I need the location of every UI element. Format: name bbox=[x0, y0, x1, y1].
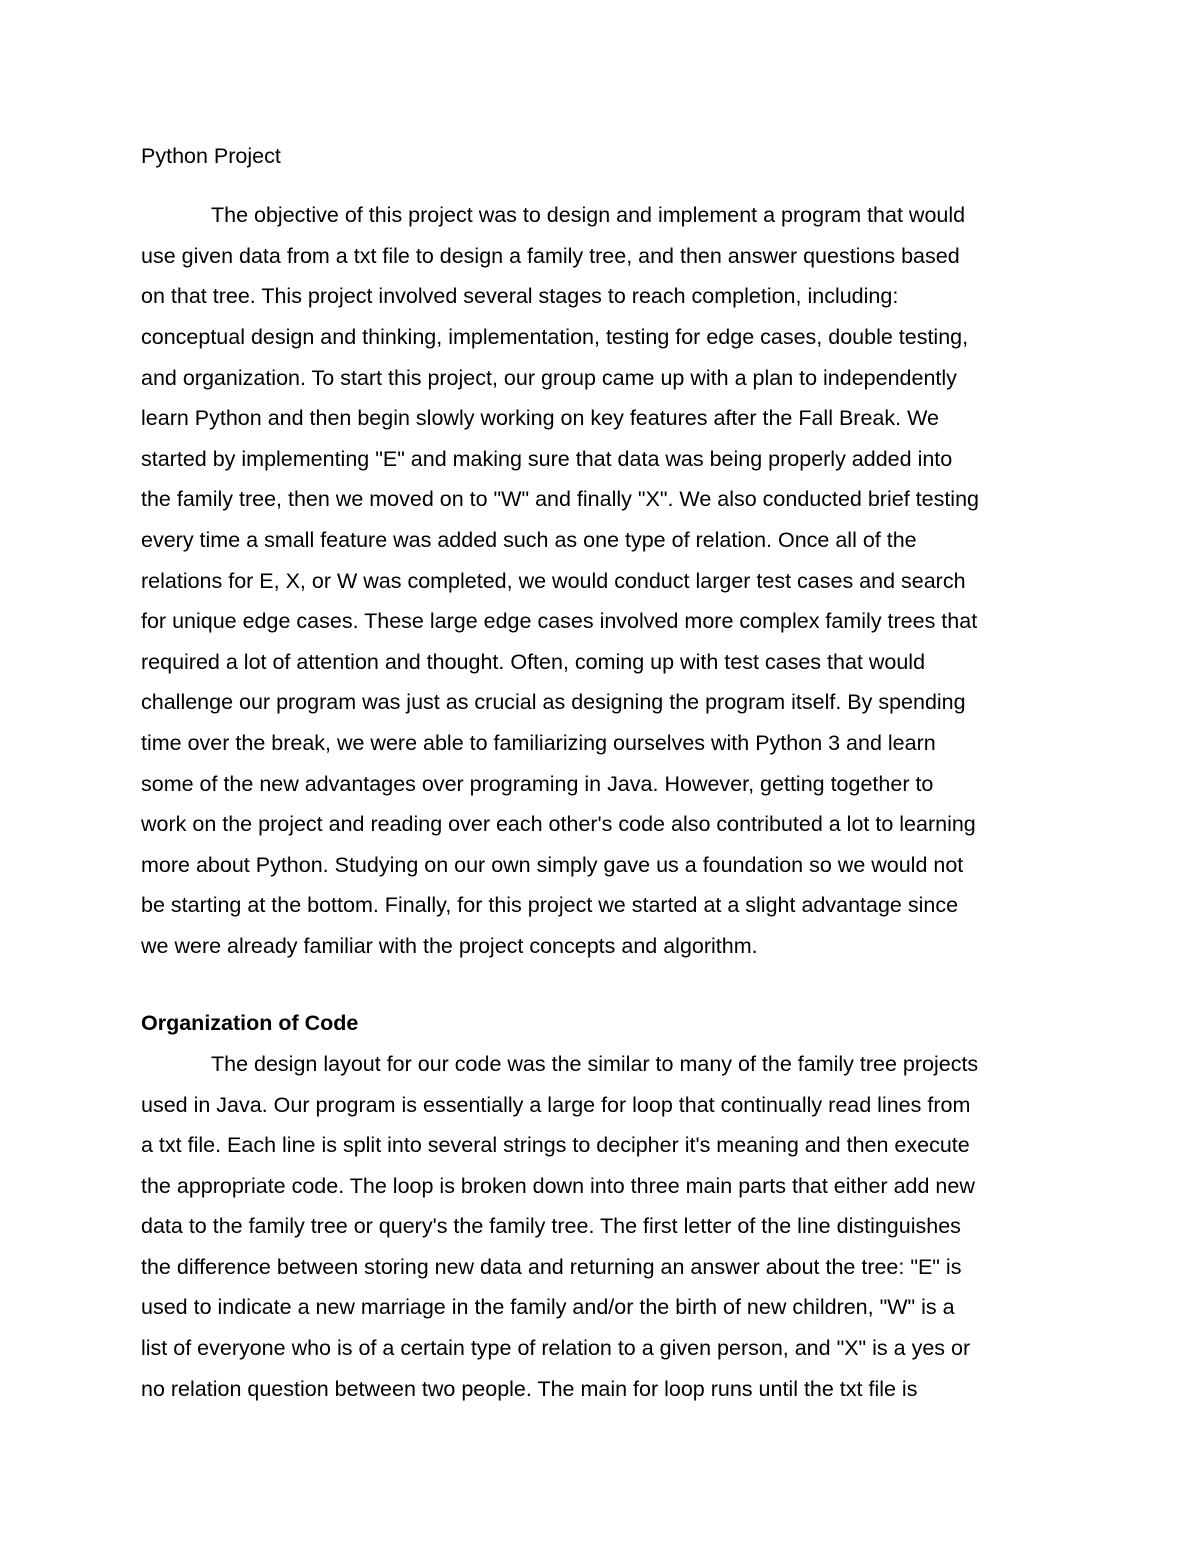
paragraph-line: the difference between storing new data and returning an answer about the tree: "E" is bbox=[141, 1255, 962, 1279]
paragraph-line: be starting at the bottom. Finally, for this project we started at a slight advantage since bbox=[141, 893, 959, 917]
paragraph-line: no relation question between two people. The main for loop runs until the txt file is bbox=[141, 1377, 918, 1401]
paragraph-line: and organization. To start this project, our group came up with a plan to independently bbox=[141, 366, 957, 390]
paragraph-line: time over the break, we were able to familiarizing ourselves with Python 3 and learn bbox=[141, 731, 936, 755]
paragraph-line: The objective of this project was to design and implement a program that would bbox=[211, 203, 966, 227]
paragraph-line: on that tree. This project involved several stages to reach completion, including: bbox=[141, 284, 899, 308]
paragraph-line: data to the family tree or query's the family tree. The first letter of the line distinguishes bbox=[141, 1214, 961, 1238]
paragraph-line: used to indicate a new marriage in the family and/or the birth of new children, "W" is a bbox=[141, 1295, 955, 1319]
paragraph-line: The design layout for our code was the similar to many of the family tree projects bbox=[211, 1052, 979, 1076]
paragraph-line: conceptual design and thinking, implementation, testing for edge cases, double testing, bbox=[141, 325, 969, 349]
paragraph-line: every time a small feature was added such as one type of relation. Once all of the bbox=[141, 528, 917, 552]
paragraph-line: learn Python and then begin slowly working on key features after the Fall Break. We bbox=[141, 406, 939, 430]
paragraph-line: started by implementing "E" and making sure that data was being properly added into bbox=[141, 447, 953, 471]
paragraph-line: the appropriate code. The loop is broken down into three main parts that either add new bbox=[141, 1174, 975, 1198]
paragraph-line: relations for E, X, or W was completed, we would conduct larger test cases and search bbox=[141, 569, 966, 593]
paragraph-line: use given data from a txt file to design a family tree, and then answer questions based bbox=[141, 244, 960, 268]
paragraph-line: for unique edge cases. These large edge cases involved more complex family trees that bbox=[141, 609, 978, 633]
section-heading: Organization of Code bbox=[141, 1011, 359, 1035]
paragraph-line: used in Java. Our program is essentially a large for loop that continually read lines from bbox=[141, 1093, 971, 1117]
paragraph-line: list of everyone who is of a certain type of relation to a given person, and "X" is a yes or bbox=[141, 1336, 971, 1360]
paragraph-line: the family tree, then we moved on to "W" and finally "X". We also conducted brief testing bbox=[141, 487, 979, 511]
paragraph-line: some of the new advantages over programing in Java. However, getting together to bbox=[141, 772, 934, 796]
paragraph-line: we were already familiar with the project concepts and algorithm. bbox=[141, 934, 758, 958]
paragraph-line: more about Python. Studying on our own simply gave us a foundation so we would not bbox=[141, 853, 964, 877]
document-title: Python Project bbox=[141, 144, 281, 168]
paragraph-line: required a lot of attention and thought. Often, coming up with test cases that would bbox=[141, 650, 926, 674]
paragraph-line: challenge our program was just as crucial as designing the program itself. By spending bbox=[141, 690, 966, 714]
paragraph-line: a txt file. Each line is split into several strings to decipher it's meaning and then execute bbox=[141, 1133, 970, 1157]
paragraph-line: work on the project and reading over each other's code also contributed a lot to learning bbox=[141, 812, 976, 836]
